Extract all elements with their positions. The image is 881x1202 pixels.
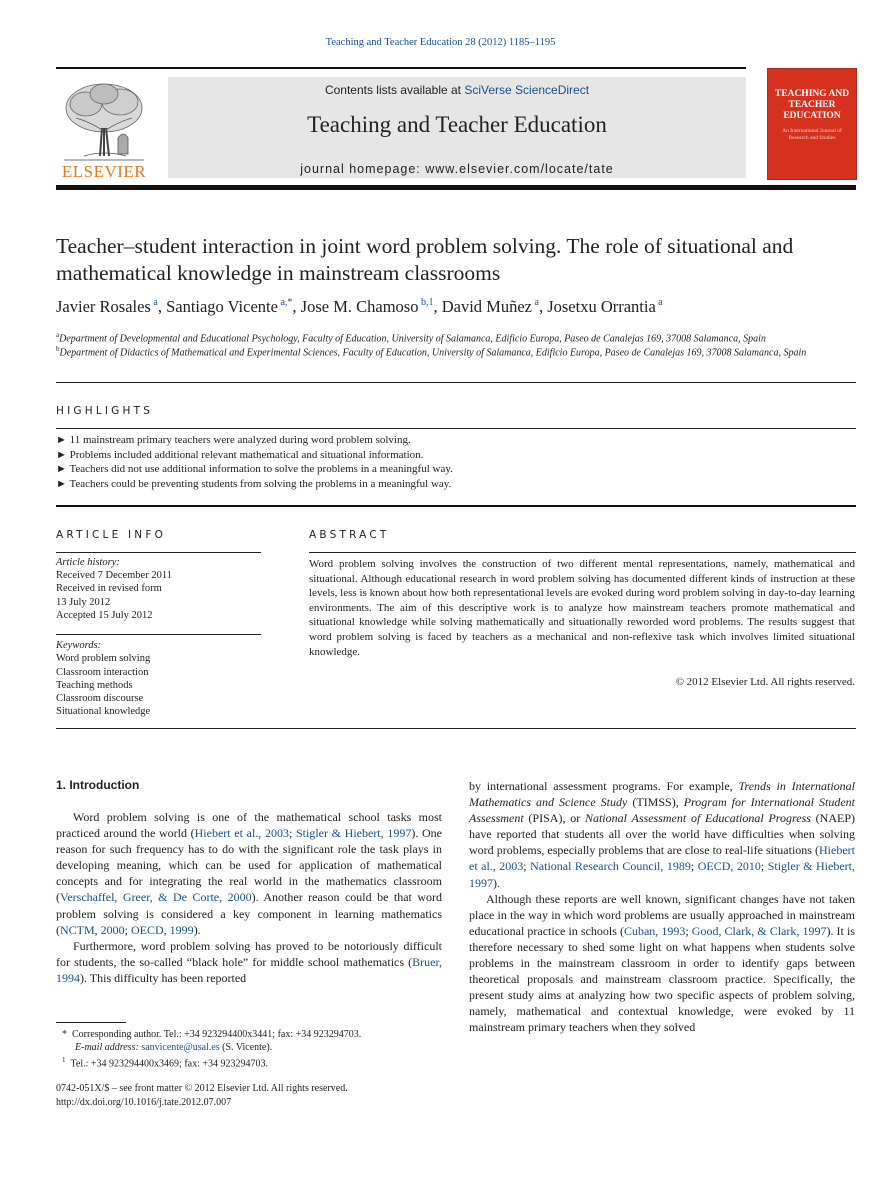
body-column-right (469, 778, 855, 1036)
journal-cover-image (767, 68, 857, 180)
email-suffix: (S. Vicente). (219, 1042, 273, 1053)
footnote-email (75, 1041, 272, 1054)
citation-link[interactable]: OECD, 2010 (697, 859, 761, 874)
highlights-label: HIGHLIGHTS (56, 405, 154, 417)
footnote-corresponding (62, 1028, 361, 1041)
header-divider (56, 185, 856, 190)
section-heading: 1. Introduction (56, 778, 140, 792)
affiliation-text: Department of Developmental and Educational Psychology, Faculty of Education, University of Salamanca, Edificio Europa, Paseo de Canalejas 169, 37008 Salamanca, Spain (59, 333, 766, 345)
divider (56, 552, 261, 553)
footnote-mark: 1 (62, 1056, 66, 1064)
author-separator: , (433, 297, 442, 316)
top-rule (56, 67, 746, 69)
cover-title: TEACHING AND TEACHER EDUCATION (774, 89, 850, 121)
author-name: David Muñez (441, 297, 532, 316)
author-separator: , (292, 297, 301, 316)
body-text: ; (685, 923, 692, 938)
highlight-item: ► Teachers did not use additional information to solve the problems in a meaningful way. (56, 463, 453, 475)
author-name: Santiago Vicente (166, 297, 278, 316)
abstract-copyright: © 2012 Elsevier Ltd. All rights reserved. (675, 676, 855, 688)
author-affiliation-mark[interactable]: a (655, 297, 663, 308)
divider (56, 505, 856, 507)
body-text: (PISA), or (523, 811, 585, 826)
keywords-label: Keywords: (56, 640, 102, 651)
paragraph (469, 891, 855, 1036)
history-item: 13 July 2012 (56, 597, 111, 608)
citation-link[interactable]: NCTM, 2000 (60, 922, 125, 937)
keyword-item: Classroom discourse (56, 693, 144, 704)
journal-banner (168, 77, 746, 178)
footnote-text: Corresponding author. Tel.: +34 923294400x3441; fax: +34 923294703. (72, 1029, 362, 1040)
body-text: by international assessment programs. For example, (469, 779, 739, 793)
body-text: ). Another reason could be that word problem solving is considered a key component in learning mathematics ( (56, 890, 442, 937)
keyword-item: Teaching methods (56, 680, 133, 691)
author-name: Javier Rosales (56, 297, 151, 316)
affiliation-mark: a (56, 331, 60, 339)
italic-text: National Assessment of Educational Progress (584, 811, 811, 826)
email-label: E-mail address: (75, 1042, 142, 1053)
italic-text: Trends in International Mathematics and Science Study (469, 779, 855, 810)
history-item: Received in revised form (56, 583, 162, 594)
contents-line (168, 83, 746, 97)
author-affiliation-mark[interactable]: b,1 (418, 297, 434, 308)
contents-prefix: Contents lists available at (324, 83, 465, 97)
front-matter-notice: 0742-051X/$ – see front matter © 2012 Elsevier Ltd. All rights reserved. (56, 1083, 348, 1094)
body-text: ). This difficulty has been reported (80, 970, 247, 985)
keyword-item: Word problem solving (56, 653, 151, 664)
journal-name: Teaching and Teacher Education (307, 112, 607, 137)
highlight-item: ► Teachers could be preventing students from solving the problems in a meaningful way. (56, 478, 452, 490)
history-item: Received 7 December 2011 (56, 570, 172, 581)
affiliation-text: Department of Didactics of Mathematical and Experimental Sciences, Faculty of Education, University of Salamanca, Edificio Europa, Paseo de Canalejas 169, 37008 Salamanca, Spain (59, 347, 807, 359)
author-separator: , (538, 297, 548, 316)
author-name: Jose M. Chamoso (300, 297, 419, 316)
highlight-item: ► 11 mainstream primary teachers were analyzed during word problem solving. (56, 434, 411, 446)
body-text: (TIMSS), (627, 795, 684, 810)
italic-text: Program for International Student Assessment (469, 795, 855, 826)
author-affiliation-mark[interactable]: a,* (277, 297, 293, 308)
author-name: Josetxu Orrantia (547, 297, 656, 316)
article-info-label: ARTICLE INFO (56, 529, 167, 541)
keyword-item: Situational knowledge (56, 706, 151, 717)
sciencedirect-link[interactable]: SciVerse ScienceDirect (464, 83, 590, 97)
history-item: Accepted 15 July 2012 (56, 610, 153, 621)
body-text: ; (760, 859, 768, 874)
citation-link[interactable]: OECD, 1999 (131, 922, 194, 937)
citation-link[interactable]: National Research Council, 1989 (530, 859, 691, 874)
abstract-text: Word problem solving involves the construction of two different mental representations, namely, mathematical and situational. Although educational research in word problem solving has documented different kinds of instruction at these levels, less is known about how both representational levels are evoked during word problem solving in day-to-day learning environments. The aim of this descriptive work is to analyze how mainstream teachers promote mathematical and situational knowledge while solving mathematically and situationally reworded word problems. The results suggest that word problem solving is faced by teachers as a mechanical and non-reflexive task which involves limited situational knowledge. (309, 558, 855, 658)
cover-subtitle: An International Journal of Research and Studies (782, 128, 842, 141)
body-text: Although these reports are well known, significant changes have not taken place in the way in which word problems are usually approached in mainstream educational practice in schools ( (469, 891, 855, 938)
body-text: ; (523, 859, 531, 874)
footnote-1 (62, 1054, 268, 1070)
body-text: Word problem solving is one of the mathematical school tasks most practiced around the world ( (56, 810, 442, 841)
citation-link[interactable]: Hiebert et al., 2003 (469, 843, 855, 874)
citation-link[interactable]: Bruer, 1994 (56, 954, 442, 985)
keyword-item: Classroom interaction (56, 667, 149, 678)
body-text: Furthermore, word problem solving has proved to be notoriously difficult for students, the so-called “black hole” for middle school mathematics ( (56, 938, 442, 969)
body-text: ). It is therefore necessary to shed some light on what happens when students solve problems in the mainstream classroom in order to identify gaps between theoretical proposals and mainstream classroom practice. Specifically, the present study aims at analyzing how two specific aspects of problem solving, namely, mathematical and contextual knowledge, were evoked by 11 mainstream primary teachers when they solved (469, 923, 855, 1035)
divider (309, 552, 856, 553)
author-separator: , (157, 297, 167, 316)
divider (56, 728, 856, 729)
elsevier-wordmark: ELSEVIER (61, 162, 147, 181)
author-list (56, 297, 861, 317)
paragraph (56, 809, 442, 938)
paragraph (56, 938, 442, 986)
citation-link[interactable]: Stigler & Hiebert, 1997 (295, 826, 412, 841)
doi-link[interactable]: http://dx.doi.org/10.1016/j.tate.2012.07.007 (56, 1097, 232, 1108)
citation-link[interactable]: Good, Clark, & Clark, 1997 (691, 923, 827, 938)
footnote-rule (56, 1022, 126, 1023)
abstract-label: ABSTRACT (309, 529, 390, 541)
divider (56, 382, 856, 383)
author-affiliation-mark[interactable]: a (150, 297, 158, 308)
citation-link[interactable]: Stigler & Hiebert, 1997 (469, 859, 855, 890)
citation-link[interactable]: Hiebert et al., 2003 (194, 826, 289, 841)
journal-reference[interactable]: Teaching and Teacher Education 28 (2012) 1185–1195 (325, 37, 556, 48)
body-text: ). (493, 875, 500, 890)
footnote-text: Tel.: +34 923294400x3469; fax: +34 923294703. (70, 1058, 269, 1070)
affiliation-b (56, 343, 856, 359)
body-text: ). (193, 922, 201, 937)
body-text: ; (288, 826, 296, 841)
body-column-left (56, 809, 442, 986)
body-text: ; (690, 859, 698, 874)
paragraph (469, 778, 855, 891)
article-title: Teacher–student interaction in joint word problem solving. The role of situational and mathematical knowledge in mainstream classrooms (56, 234, 794, 285)
affiliation-mark: b (56, 345, 60, 353)
body-text: ; (124, 922, 132, 937)
history-label: Article history: (56, 557, 120, 568)
email-link[interactable]: sanvicente@usal.es (141, 1042, 220, 1053)
highlight-item: ► Problems included additional relevant mathematical and situational information. (56, 449, 424, 461)
journal-homepage-link[interactable]: journal homepage: www.elsevier.com/locate/tate (300, 162, 614, 176)
body-text: ). One reason for such frequency has to do with the significant role the task plays in developing meaning, which can be used for application of mathematical concepts and for integrating the real world in the mathematics classroom ( (56, 826, 442, 905)
citation-link[interactable]: Verschaffel, Greer, & De Corte, 2000 (60, 890, 252, 905)
divider (56, 634, 261, 635)
citation-link[interactable]: Cuban, 1993 (623, 923, 686, 938)
footnote-mark: * (62, 1029, 67, 1040)
body-text: (NAEP) have reported that students all over the world have difficulties when solving word problems, especially problems that are close to real-life situations ( (469, 811, 856, 858)
author-affiliation-mark[interactable]: a (531, 297, 539, 308)
divider (56, 428, 856, 429)
